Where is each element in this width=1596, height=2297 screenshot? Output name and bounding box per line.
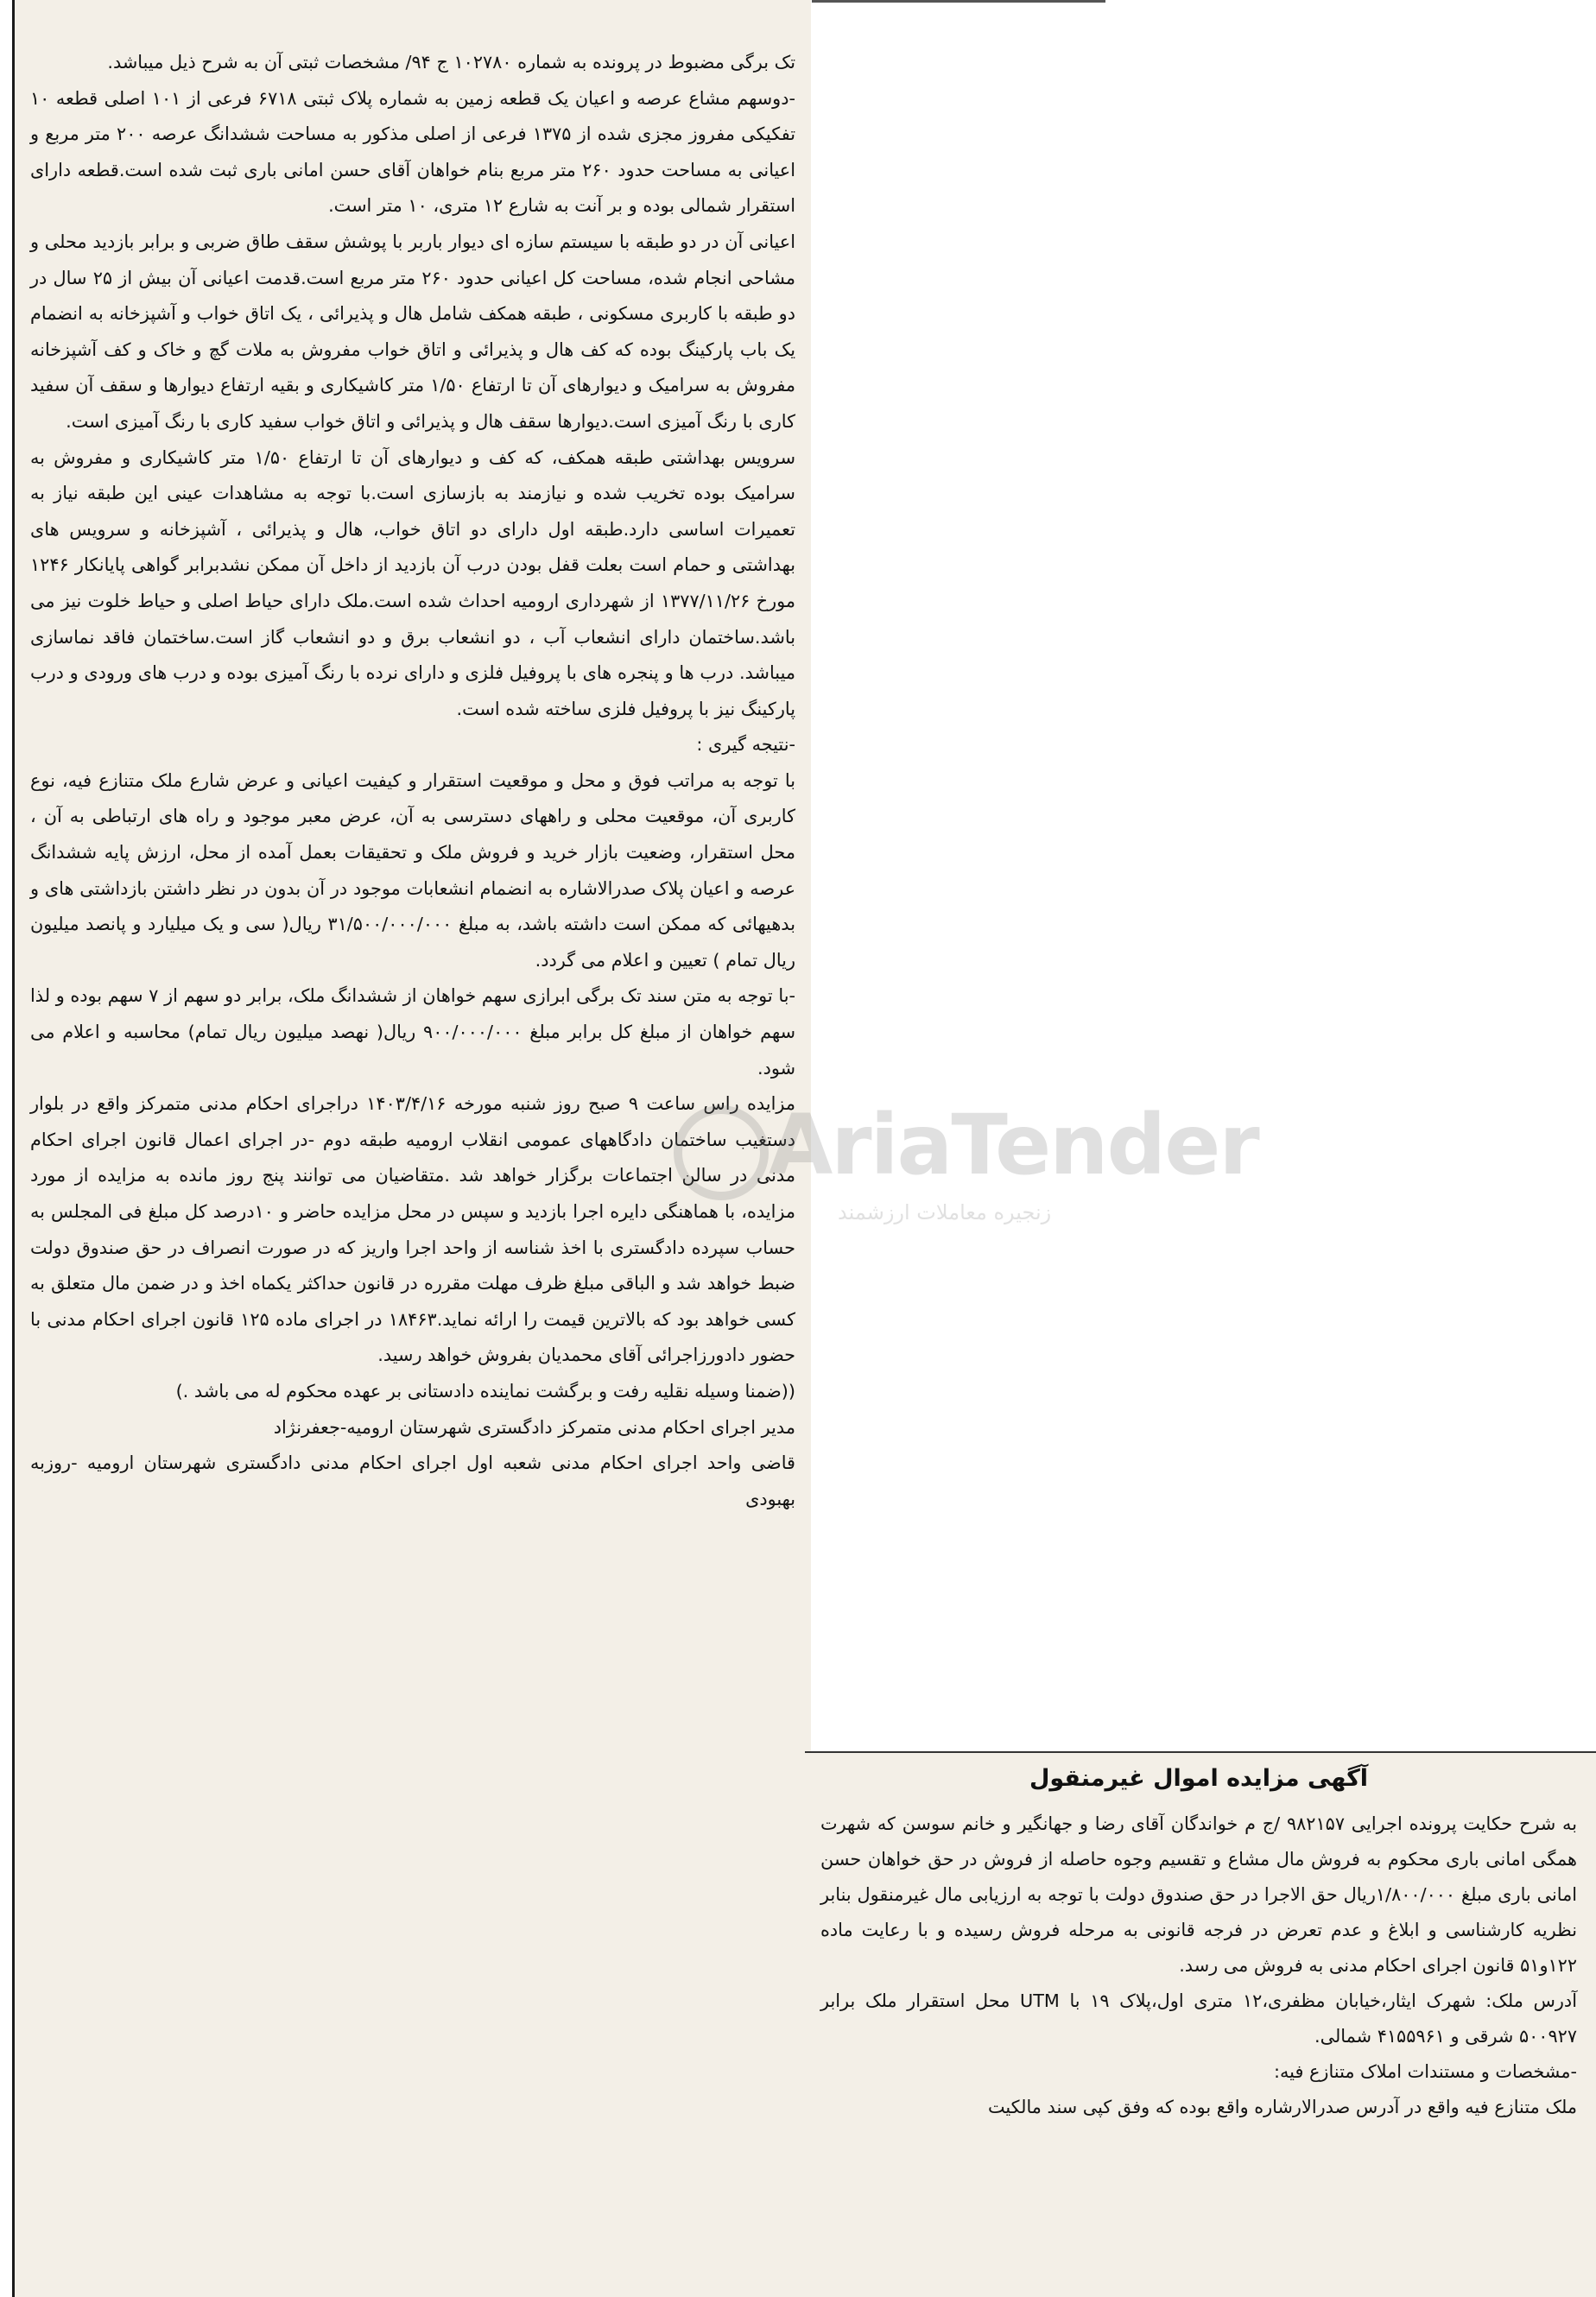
signature-line: مدیر اجرای احکام مدنی متمرکز دادگستری شهرستان ارومیه-جعفرنژاد (273, 1416, 795, 1438)
paragraph: به شرح حکایت پرونده اجرایی ۹۸۲۱۵۷ /ج م خواندگان آقای رضا و جهانگیر و خانم سوسن که شهرت همگی امانی باری محکوم به فروش مال مشاع و تقسیم وجوه حاصله از فروش در حق خواهان حسن امانی باری مبلغ ۱/۸۰۰/۰۰۰ریال حق الاجرا در حق صندوق دولت با توجه به ارزیابی مال غیرمنقول بنابر نظریه کارشناسی و ابلاغ و عدم تعرض در فرجه قانونی به مرحله فروش رسیده و با رعایت ماده ۱۲۲و۵۱ قانون اجرای احکام مدنی به فروش می رسد. (820, 1813, 1577, 1976)
signature-line: قاضی واحد اجرای احکام مدنی شعبه اول اجرای احکام مدنی دادگستری شهرستان ارومیه -روزبه بهبودی (30, 1452, 795, 1509)
column-text (30, 45, 795, 1517)
paragraph-heading: -نتیجه گیری : (696, 734, 795, 756)
watermark-brand: AriaTender (769, 1097, 1258, 1193)
paragraph: اعیانی آن در دو طبقه با سیستم سازه ای دیوار باربر با پوشش سقف طاق ضربی و برابر بازدید محلی و مشاحی انجام شده، مساحت کل اعیانی حدود ۲۶۰ متر مربع است.قدمت اعیانی آن بیش از ۲۵ سال در دو طبقه با کاربری مسکونی ، طبقه همکف شامل هال و پذیرائی ، یک اتاق خواب و آشپزخانه به انضمام یک باب پارکینگ بوده که کف هال و پذیرائی و اتاق خواب مفروش به ملات گچ و خاک و کف آشپزخانه مفروش به سرامیک و دیوارهای آن تا ارتفاع ۱/۵۰ متر کاشیکاری و بقیه ارتفاع دیوارها و سقف آن سفید کاری با رنگ آمیزی است.دیوارها سقف هال و پذیرائی و اتاق خواب سفید کاری با رنگ آمیزی است. (30, 231, 796, 432)
paragraph: مزایده راس ساعت ۹ صبح روز شنبه مورخه ۱۴۰۳/۴/۱۶ دراجرای احکام مدنی متمرکز واقع در بلوار دستغیب ساختمان دادگاههای عمومی انقلاب ارومیه طبقه دوم -در اجرای اعمال قانون اجرای احکام مدنی در سالن اجتماعات برگزار خواهد شد .متقاضیان می توانند پنج روز مانده به مزایده از مورد مزایده، با هماهنگی دایره اجرا بازدید و سپس در محل مزایده حاضر و ۱۰درصد کل مبلغ فی المجلس به حساب سپرده دادگستری با اخذ شناسه از واحد اجرا واریز که در صورت انصراف در حق صندوق دولت ضبط خواهد شد و الباقی مبلغ ظرف مهلت مقرره در قانون حداکثر یکماه اخذ و در ضمن مال متعلق به کسی خواهد بود که بالاترین قیمت را ارائه نماید.۱۸۴۶۳ در اجرای ماده ۱۲۵ قانون اجرای احکام مدنی با حضور دادورزاجرائی آقای محمدیان بفروش خواهد رسید. (30, 1093, 795, 1366)
paragraph: -با توجه به متن سند تک برگی ابرازی سهم خواهان از ششدانگ ملک، برابر دو سهم از ۷ سهم بوده و لذا سهم خواهان از مبلغ کل برابر مبلغ ۹۰۰/۰۰۰/۰۰۰ ریال( نهصد میلیون ریال تمام) محاسبه و اعلام می شود. (30, 985, 795, 1079)
paragraph: ملک متنازع فیه واقع در آدرس صدرالارشاره واقع بوده که وفق کپی سند مالکیت (987, 2097, 1577, 2117)
paragraph: ((ضمنا وسیله نقلیه رفت و برگشت نماینده دادستانی بر عهده محکوم له می باشد .) (175, 1380, 795, 1402)
paragraph: آدرس ملک: شهرک ایثار،خیابان مظفری،۱۲ متری اول،پلاک ۱۹ با UTM محل استقرار ملک برابر ۵۰۰۹۲۷ شرقی و ۴۱۵۵۹۶۱ شمالی. (820, 1990, 1577, 2047)
paragraph: -دوسهم مشاع عرصه و اعیان یک قطعه زمین به شماره پلاک ثبتی ۶۷۱۸ فرعی از ۱۰۱ اصلی قطعه ۱۰ تفکیکی مفروز مجزی شده از ۱۳۷۵ فرعی از اصلی مذکور به مساحت ششدانگ عرصه ۲۰۰ متر مربع و اعیانی به مساحت حدود ۲۶۰ متر مربع بنام خواهان آقای حسن امانی باری ثبت شده است.قطعه دارای استقرار شمالی بوده و بر آنت به شارع ۱۲ متری، ۱۰ متر است. (30, 87, 795, 217)
paragraph-heading: -مشخصات و مستندات املاک متنازع فیه: (1274, 2061, 1577, 2082)
paragraph: تک برگی مضبوط در پرونده به شماره ۱۰۲۷۸۰ ج ۹۴/ مشخصات ثبتی آن به شرح ذیل میباشد. (107, 52, 795, 73)
auction-notice-continuation-column (12, 0, 811, 2297)
watermark-tagline: زنجیره معاملات ارزشمند (838, 1200, 1052, 1224)
notice-text (820, 1807, 1577, 2125)
auction-notice-box (805, 1751, 1596, 2297)
notice-title: آگهی مزایده اموال غیرمنقول (1029, 1765, 1369, 1792)
paragraph: با توجه به مراتب فوق و محل و موقعیت استقرار و کیفیت اعیانی و عرض شارع ملک متنازع فیه، نوع کاربری آن، موقعیت محلی و راههای دسترسی به آن، عرض معبر موجود و راه های ارتباطی به آن ، محل استقرار، وضعیت بازار خرید و فروش ملک و تحقیقات بعمل آمده از محل، ارزش پایه ششدانگ عرصه و اعیان پلاک صدرالاشاره به انضمام انشعابات موجود در آن بدون در نظر داشتن بازداشتی های و بدهیهائی که ممکن است داشته باشد، به مبلغ ۳۱/۵۰۰/۰۰۰/۰۰۰ ریال( سی و یک میلیارد و پانصد میلیون ریال تمام ) تعیین و اعلام می گردد. (30, 769, 795, 971)
top-divider (812, 0, 1105, 3)
blank-area (812, 0, 1596, 1749)
paragraph: سرویس بهداشتی طبقه همکف، که کف و دیوارهای آن تا ارتفاع ۱/۵۰ متر کاشیکاری و مفروش به سرامیک بوده تخریب شده و نیازمند به بازسازی است.با توجه به مشاهدات عینی این طبقه نیاز به تعمیرات اساسی دارد.طبقه اول دارای دو اتاق خواب، هال و پذیرائی ، آشپزخانه و سرویس های بهداشتی و حمام است بعلت قفل بودن درب آن بازدید از داخل آن ممکن نشدبرابر گواهی پایانکار ۱۲۴۶ مورخ ۱۳۷۷/۱۱/۲۶ از شهرداری ارومیه احداث شده است.ملک دارای حیاط اصلی و حیاط خلوت نیز می باشد.ساختمان دارای انشعاب آب ، دو انشعاب برق و دو انشعاب گاز است.ساختمان فاقد نماسازی میباشد. درب ها و پنجره های با پروفیل فلزی و دارای نرده با رنگ آمیزی بوده و درب های ورودی و درب پارکینگ نیز با پروفیل فلزی ساخته شده است. (30, 446, 796, 719)
